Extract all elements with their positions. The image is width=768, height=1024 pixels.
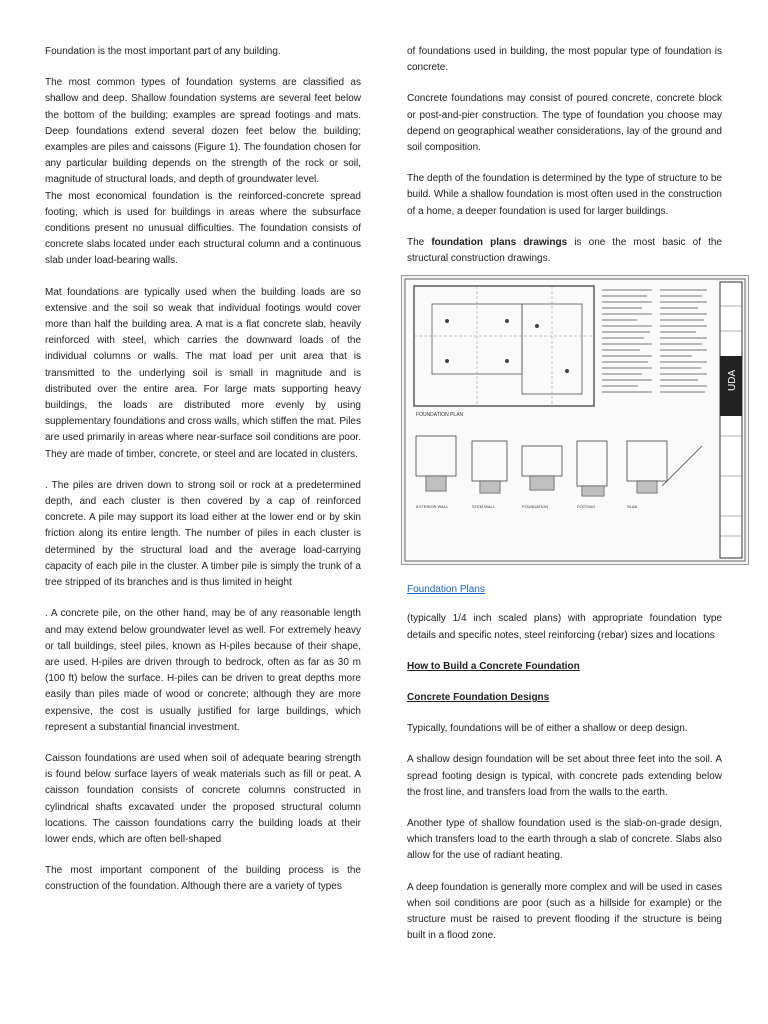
svg-text:STEM WALL: STEM WALL (472, 504, 495, 510)
svg-text:FOUNDATION: FOUNDATION (522, 504, 549, 510)
section-heading: How to Build a Concrete Foundation (407, 660, 580, 672)
paragraph: Another type of shallow foundation used is the slab-on-grade design, which transfers load to the earth through a slab of concrete. Slabs also allow for the use of radiant heating. (407, 818, 722, 862)
title-block-label: UDA (727, 370, 738, 392)
paragraph: A shallow design foundation will be set about three feet into the soil. A spread footing design is typical, with concrete pads extending below the frost line, and transfers load from the walls to the earth. (407, 754, 722, 798)
paragraph: of foundations used in building, the most popular type of foundation is concrete. (407, 46, 722, 74)
paragraph: Typically, foundations will be of either a shallow or deep design. (407, 723, 688, 735)
foundation-plan-image (402, 276, 748, 564)
svg-text:FOOTING: FOOTING (577, 504, 596, 510)
paragraph: Mat foundations are typically used when the building loads are so extensive and the soil so weak that individual footings would cover more than half the building area. A mat is a flat concrete slab, heavily reinforced with steel, which carries the downward loads of the individual columns or walls. The mat load per unit area that is transmitted to the underlying soil is small in magnitude and is distributed over the entire area. For large mats supporting heavy buildings, the loads are distributed more evenly by using supplementary foundations and cross walls, which stiffen the mat. Piles are used primarily in areas where near-surface soil conditions are poor. They are made of timber, concrete, or steel and are located in clusters. (45, 286, 361, 460)
svg-text:SLAB: SLAB (627, 504, 638, 510)
paragraph: Concrete foundations may consist of poured concrete, concrete block or post-and-pier construction. The type of foundation you choose may depend on geographical weather considerations, lay of the ground and soil composition. (407, 93, 722, 154)
paragraph: . A concrete pile, on the other hand, may be of any reasonable length and may extend below groundwater level as well. For extremely heavy or tall buildings, steel piles, known as H-piles because of their shape, are used. H-piles are driven through to bedrock, often as far as 30 m (100 ft) below the surface. H-piles can be driven to great depths more easily than piles made of wood or concrete; although they are more expensive, the cost is usually justified for large buildings, which represent a substantial financial investment. (45, 608, 361, 733)
svg-text:EXTERIOR WALL: EXTERIOR WALL (416, 504, 449, 510)
paragraph: The depth of the foundation is determined by the type of structure to be build. While a shallow foundation is most often used in the construction of a home, a deeper foundation is used for larger buildings. (407, 173, 722, 217)
paragraph: . The piles are driven down to strong soil or rock at a predetermined depth, and each cluster is then covered by a cap of reinforced concrete. A pile may support its load either at the lower end or by skin friction along its entire length. The number of piles in each cluster is determined by the structural load and the average load-carrying capacity of each pile in the cluster. A timber pile is simply the trunk of a tree stripped of its branches and is thus limited in height (45, 479, 361, 589)
paragraph: A deep foundation is generally more complex and will be used in cases when soil conditions are poor (such as a hillside for example) or the structure must be raised to prevent flooding if the structure is being built in a flood zone. (407, 881, 722, 942)
paragraph: The foundation plans drawings is one the most basic of the structural construction drawings. (407, 236, 722, 265)
paragraph: (typically 1/4 inch scaled plans) with appropriate foundation type details and specific notes, steel reinforcing (rebar) sizes and locations (407, 613, 722, 641)
right-column (407, 44, 738, 959)
paragraph: The most important component of the building process is the construction of the foundation. Although there are a variety of types (45, 865, 361, 893)
svg-text:FOUNDATION PLAN: FOUNDATION PLAN (416, 412, 464, 419)
foundation-plans-link[interactable]: Foundation Plans (407, 584, 485, 596)
section-heading: Concrete Foundation Designs (407, 692, 550, 704)
left-column (45, 44, 361, 911)
paragraph: Caisson foundations are used when soil of adequate bearing strength is found below surface layers of weak materials such as fill or peat. A caisson foundation consists of concrete columns constructed in cylindrical shafts excavated under the proposed structural column locations. The caisson foundations carry the building loads at their lower ends, which are often bell-shaped (45, 752, 361, 845)
bold-term: foundation plans drawings (431, 236, 568, 248)
foundation-plan-drawing (401, 275, 749, 565)
paragraph: Foundation is the most important part of any building. (45, 46, 281, 57)
paragraph: The most common types of foundation systems are classified as shallow and deep. Shallow foundation systems are several feet below the bottom of the building; examples are spread footings and mats. Deep foundations extend several dozen feet below the building; examples are piles and caissons (Figure 1). The foundation chosen for any particular building depends on the strength of the rock or soil, magnitude of structural loads, and depth of groundwater level. (45, 77, 361, 186)
paragraph: The most economical foundation is the reinforced-concrete spread footing, which is used for buildings in areas where the subsurface conditions present no unusual difficulties. The foundation consists of concrete slabs located under each structural column and a continuous slab under load-bearing walls. (45, 190, 361, 267)
